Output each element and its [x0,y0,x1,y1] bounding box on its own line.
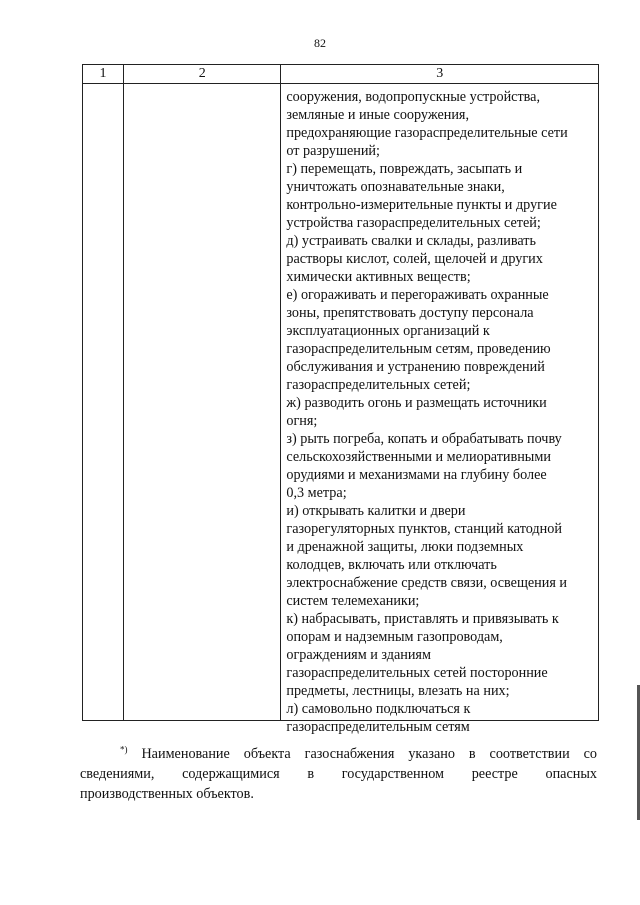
list-line: опорам и надземным газопроводам, [286,629,503,645]
list-line: и дренажной защиты, люки подземных [286,539,524,555]
footnote-marker: *) [120,744,128,755]
list-line: сооружения, водопропускные устройства, [286,89,541,105]
requirements-table [82,64,599,735]
table-cell-col2 [124,84,281,721]
column-header-2: 2 [124,65,281,84]
list-line: земляные и иные сооружения, [286,107,469,123]
list-line: обслуживания и устранению повреждений [286,359,545,375]
table-header-row [83,65,599,84]
list-line: и) открывать калитки и двери [286,503,466,519]
table-row [83,84,599,721]
list-line: зоны, препятствовать доступу персонала [286,305,534,321]
list-line: з) рыть погреба, копать и обрабатывать почву [286,431,562,447]
list-line: электроснабжение средств связи, освещения и [286,575,568,591]
list-line: л) самовольно подключаться к [286,701,471,717]
table-cell-col3 [281,84,599,735]
footnote-line-2: сведениями, содержащимися в государственном реестре опасных [80,766,597,782]
list-line: химически активных веществ; [286,269,471,285]
column-header-1: 1 [83,65,124,84]
list-line: орудиями и механизмами на глубину более [286,467,547,483]
list-line: е) огораживать и перегораживать охранные [286,287,549,303]
list-line: растворы кислот, солей, щелочей и других [286,251,543,267]
table-cell-col1 [83,84,124,721]
list-line: ж) разводить огонь и размещать источники [286,395,547,411]
list-line: от разрушений; [286,143,380,159]
list-line: газорегуляторных пунктов, станций катодной [286,521,562,537]
list-line: систем телемеханики; [286,593,420,609]
list-line: 0,3 метра; [286,485,347,501]
list-line: контрольно-измерительные пункты и другие [286,197,557,213]
list-line: устройства газораспределительных сетей; [286,215,541,231]
footnote-text-1: Наименование объекта газоснабжения указано в соответствии со [141,746,598,762]
prohibitions-list [281,84,598,735]
list-line: д) устраивать свалки и склады, разливать [286,233,536,249]
footnote [80,744,597,804]
list-line: газораспределительных сетей посторонние [286,665,548,681]
list-line: сельскохозяйственными и мелиоративными [286,449,551,465]
list-line: газораспределительным сетям [286,719,470,735]
page-number: 82 [314,36,326,50]
list-line: г) перемещать, повреждать, засыпать и [286,161,523,177]
list-line: колодцев, включать или отключать [286,557,497,573]
list-line: предметы, лестницы, влезать на них; [286,683,510,699]
list-line: газораспределительным сетям, проведению [286,341,551,357]
column-header-3: 3 [281,65,599,84]
list-line: к) набрасывать, приставлять и привязывать к [286,611,559,627]
list-line: уничтожать опознавательные знаки, [286,179,505,195]
list-line: предохраняющие газораспределительные сети [286,125,568,141]
list-line: газораспределительных сетей; [286,377,471,393]
list-line: ограждениям и зданиям [286,647,431,663]
list-line: огня; [286,413,318,429]
footnote-line-3: производственных объектов. [80,786,254,802]
footnote-line-1 [80,744,597,764]
list-line: эксплуатационных организаций к [286,323,490,339]
